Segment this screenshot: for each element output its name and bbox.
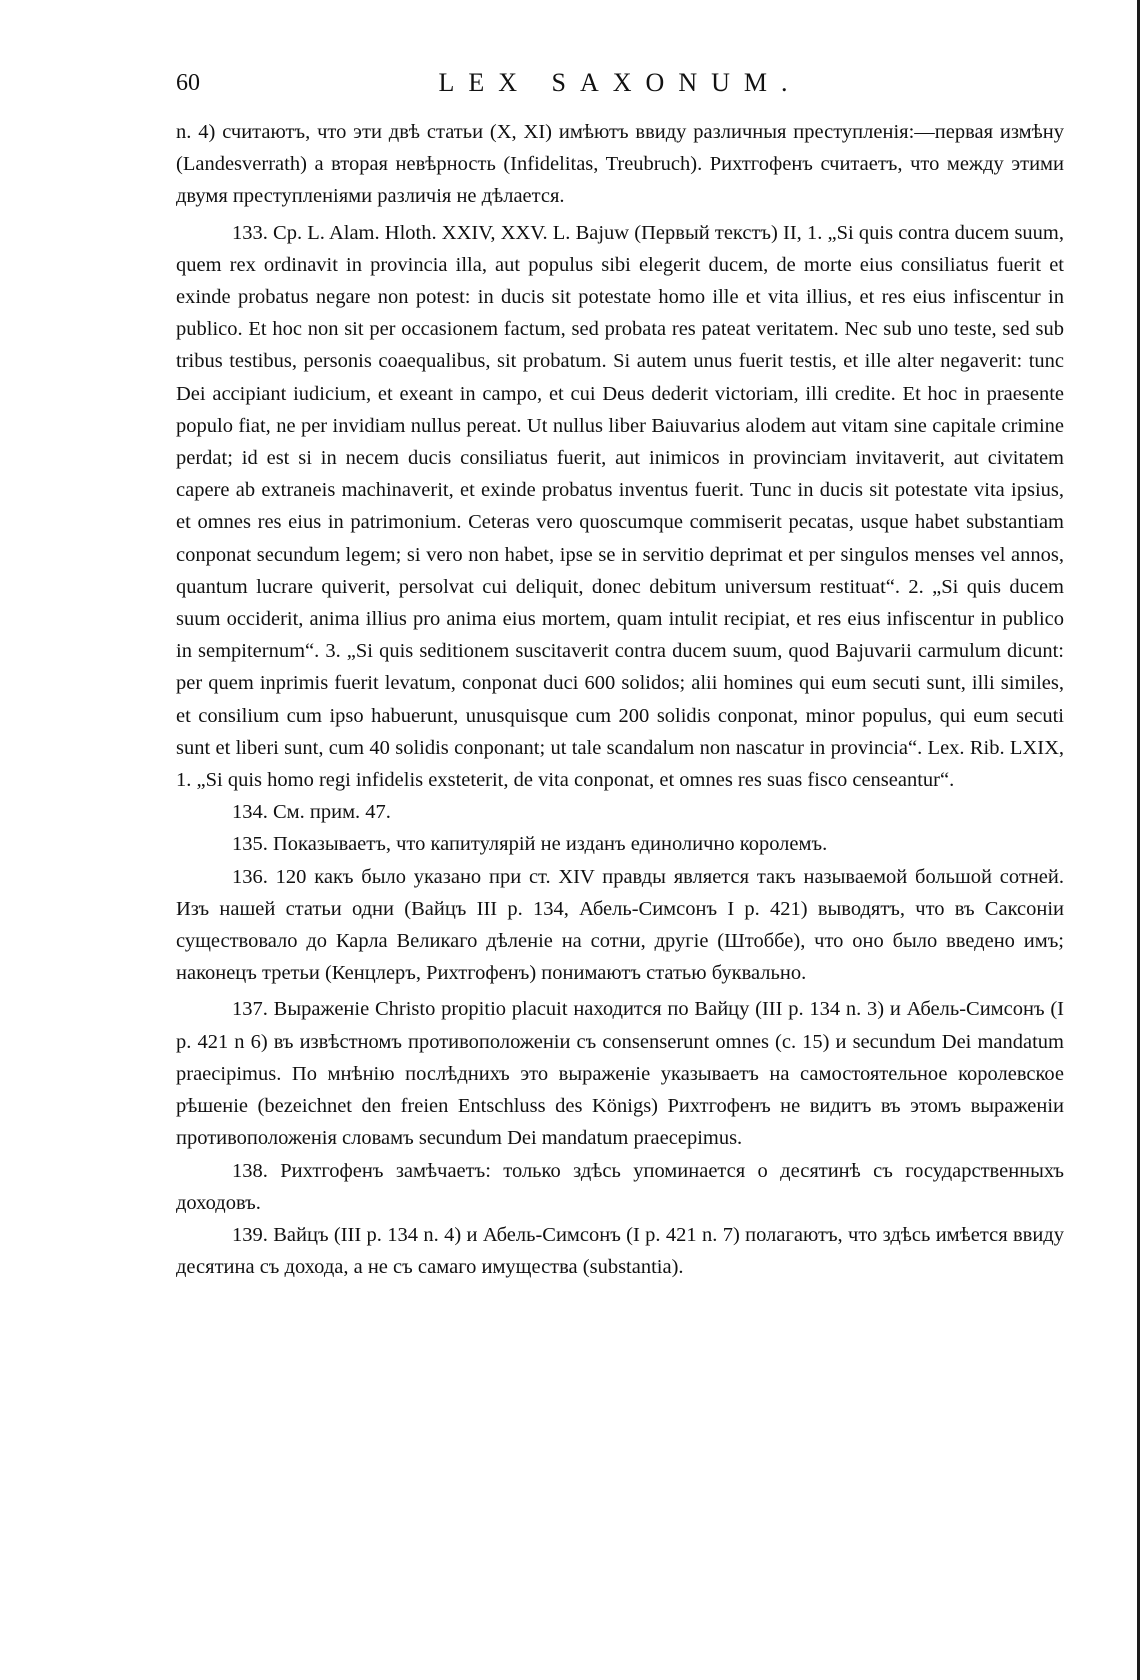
- running-title: LEX SAXONUM.: [438, 68, 802, 97]
- page: [176, 60, 1064, 1283]
- note-133: 133. Ср. L. Alam. Hloth. XXIV, XXV. L. Bajuw (Первый текстъ) II, 1. „Si quis contra ducem suum, quem rex ordinavit in provincia illa, aut populus sibi elegerit ducem, de morte eius consiliatus fuerit et exinde probatus negare non potest: in ducis sit potestate homo ille et vita illius, et res eius infiscentur in publico. Et hoc non sit per occasionem factum, sed probata res pateat veritatem. Nec sub uno teste, sed sub tribus testibus, personis coaequalibus, sit probatum. Si autem unus fuerit testis, et ille alter negaverit: tunc Dei accipiant iudicium, et exeant in campo, et cui Deus dederit victoriam, illi credite. Et hoc in praesente populo fiat, ne per invidiam nullus pereat. Ut nullus liber Baiuvarius alodem aut vitam sine capitale crimine perdat; id est si in necem ducis consiliatus fuerit, aut inimicos in provinciam invitaverit, aut civitatem capere ab extraneis machinaverit, et exinde probatus inventus fuerit. Tunc in ducis sit potestate vita ipsius, et omnes res eius in patrimonium. Ceteras vero quoscumque commiserit pecatas, usque habet substantiam conponat secundum legem; si vero non habet, ipse se in servitio deprimat et per singulos menses vel annos, quantum lucrare quiverit, persolvat cui deliquit, donec debitum universum restituat“. 2. „Si quis ducem suum occiderit, anima illius pro anima eius mortem, quam intulit recipiat, et res eius infiscentur in publico in sempiternum“. 3. „Si quis seditionem suscitaverit contra ducem suum, quod Bajuvarii carmulum dicunt: per quem inprimis fuerit levatum, conponat duci 600 solidos; alii homines qui eum secuti sunt, illi similes, et consilium cum ipso habuerunt, unusquisque cum 200 solidis conponat, minor populus, qui eum secuti sunt et liberi sunt, cum 40 solidis conponant; ut tale scandalum non nascatur in provincia“. Lex. Rib. LXIX, 1. „Si quis homo regi infidelis exsteterit, de vita conponat, et omnes res suas fisco censeantur“.: [176, 221, 1064, 792]
- note-continuation: n. 4) считаютъ, что эти двѣ статьи (X, XI) имѣютъ ввиду различныя преступленія:—первая измѣну (Landesverrath) а вторая невѣрность (Infidelitas, Treubruch). Рихтгофенъ считаетъ, что между этими двумя преступленіями различія не дѣлается.: [176, 121, 1064, 208]
- note-135: 135. Показываетъ, что капитулярій не изданъ единолично королемъ.: [232, 833, 828, 856]
- note-138: 138. Рихтгофенъ замѣчаетъ: только здѣсь упоминается о десятинѣ съ государственныхъ доходовъ.: [176, 1159, 1064, 1214]
- note-136: 136. 120 какъ было указано при ст. XIV правды является такъ называемой большой сотней. Изъ нашей статьи одни (Вайцъ III p. 134, Абель-Симсонъ I p. 421) выводятъ, что въ Саксоніи существовало до Карла Великаго дѣленіе на сотни, другіе (Штоббе), что оно было введено имъ; наконецъ третьи (Кенцлеръ, Рихтгофенъ) понимаютъ статью буквально.: [176, 865, 1064, 985]
- note-134: 134. См. прим. 47.: [232, 801, 391, 824]
- running-head: [176, 60, 1064, 116]
- notes-body: [176, 116, 1064, 1283]
- note-137: 137. Выраженіе Christo propitio placuit находится по Вайцу (III p. 134 n. 3) и Абель-Симсонъ (I p. 421 n 6) въ извѣстномъ противоположеніи съ consenserunt omnes (c. 15) и secundum Dei mandatum praecipimus. По мнѣнію послѣднихъ это выраженіе указываетъ на самостоятельное королевское рѣшеніе (bezeichnet den freien Entschluss des Königs) Рихтгофенъ не видитъ въ этомъ выраженіи противоположенія словамъ secundum Dei mandatum praecepimus.: [176, 998, 1064, 1150]
- page-number: 60: [176, 70, 200, 96]
- note-139: 139. Вайцъ (III p. 134 n. 4) и Абель-Симсонъ (I p. 421 n. 7) полагаютъ, что здѣсь имѣется ввиду десятина съ дохода, а не съ самаго имущества (substantia).: [176, 1223, 1064, 1279]
